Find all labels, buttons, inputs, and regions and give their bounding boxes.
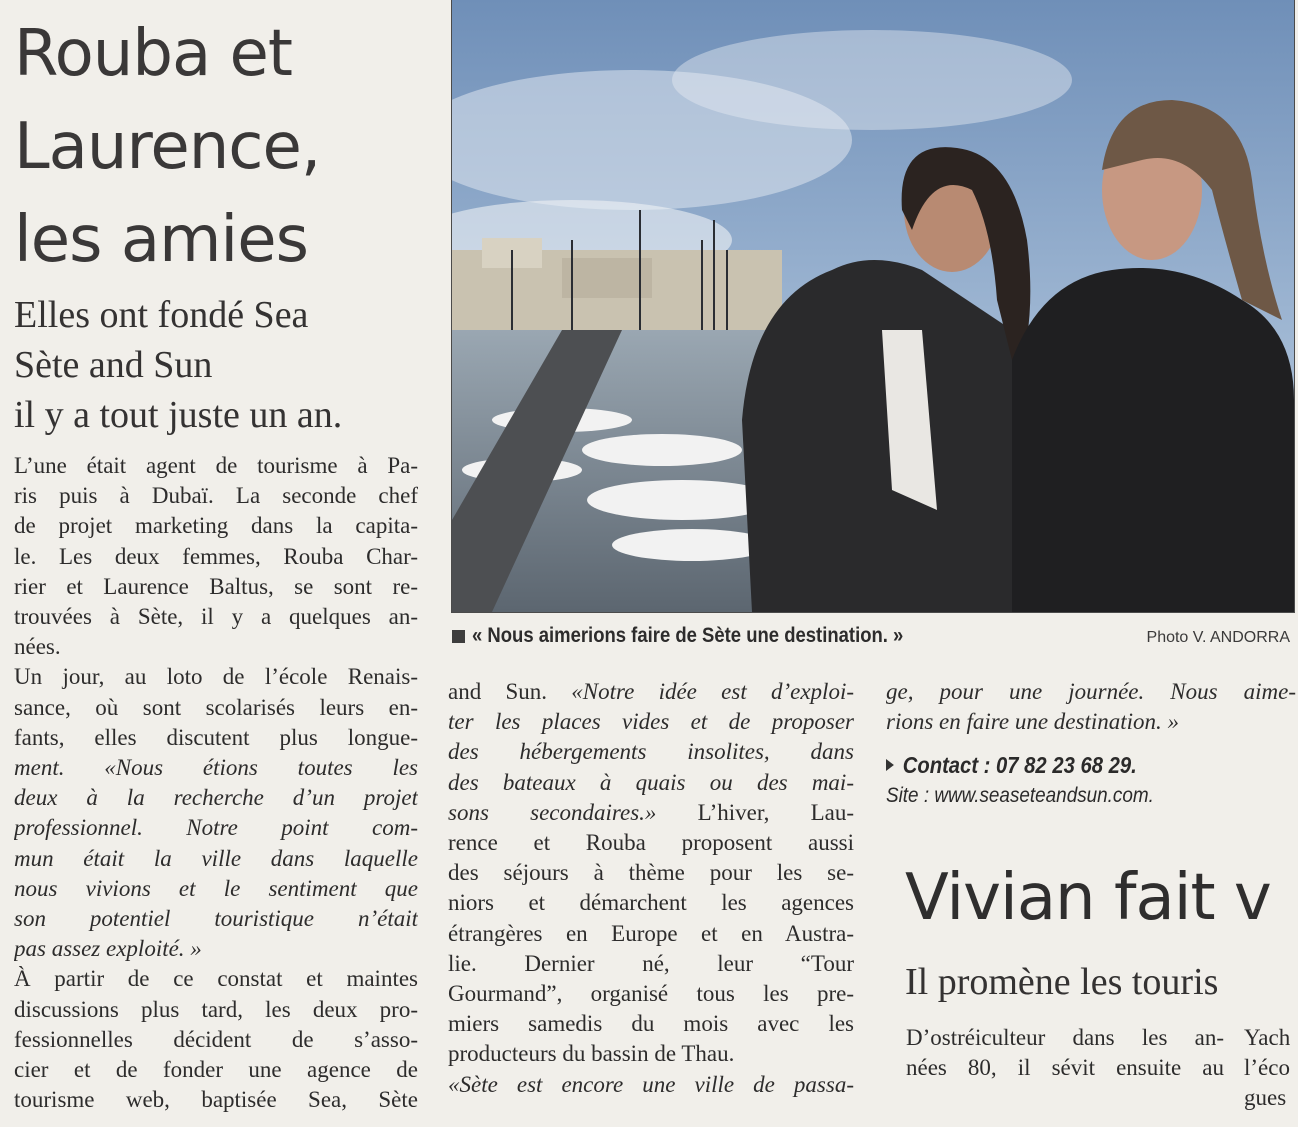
text-line: sance, où sont scolarisés leurs en- [14,694,418,720]
text-line: rier et Laurence Baltus, se sont re- [14,573,418,599]
contact-site: Site : www.seaseteandsun.com. [886,784,1154,807]
text-line: lie. Dernier né, leur “Tour [448,950,854,976]
text-line: l’éco [1244,1055,1290,1081]
article-column-3 [886,677,1296,737]
headline [14,8,434,287]
text-line: niors et démarchent les agences [448,890,854,916]
second-article-column-a [906,1023,1224,1083]
text-line: pas assez exploité. » [14,936,202,962]
text-line: des séjours à thème pour les se- [448,860,854,886]
text-line: mun était la ville dans laquelle [14,845,418,871]
text-line: fants, elles discutent plus longue- [14,724,418,750]
text-line: discussions plus tard, les deux pro- [14,996,418,1022]
text-line: étrangères en Europe et en Austra- [448,920,854,946]
contact-block [886,752,1296,808]
text-line: D’ostréiculteur dans les an- [906,1025,1224,1050]
text-line: professionnel. Notre point com- [14,815,418,841]
text-line: ment. «Nous étions toutes les [14,755,418,781]
subhead-line: Elles ont fondé Sea [14,294,309,336]
second-article-column-b [1244,1023,1298,1114]
second-article-headline: Vivian fait v [905,861,1271,935]
text-line: Yach [1244,1025,1291,1050]
headline-line: Laurence, [14,110,321,184]
text-line: tourisme web, baptisée Sea, Sète [14,1087,418,1113]
text-line: nées 80, il sévit ensuite au [906,1055,1224,1081]
headline-line: Rouba et [14,17,292,91]
text-line: À partir de ce constat et maintes [14,966,418,992]
subhead [14,290,434,440]
text-line: nées. [14,634,61,660]
text-line: «Sète est encore une ville de passa- [448,1071,854,1097]
text-line: gues [1244,1085,1287,1111]
text-line: cier et de fonder une agence de [14,1057,418,1083]
second-article-subhead: Il promène les touris [905,961,1219,1003]
text-line: des hébergements insolites, dans [448,739,854,765]
text-line: nous vivions et le sentiment que [14,875,418,901]
subhead-line: il y a tout juste un an. [14,394,343,436]
text-line: L’une était agent de tourisme à Pa- [14,453,418,478]
text-line: Un jour, au loto de l’école Renais- [14,664,418,690]
text-line: producteurs du bassin de Thau. [448,1041,735,1067]
text-line: deux à la recherche d’un projet [14,785,418,811]
text-line: ter les places vides et de proposer [448,709,854,735]
caption-text: « Nous aimerions faire de Sète une destination. » [472,624,904,647]
photo-credit: Photo V. ANDORRA [1146,629,1290,646]
text-line: miers samedis du mois avec les [448,1011,854,1037]
contact-phone: Contact : 07 82 23 68 29. [902,752,1137,778]
text-line: fessionnelles décident de s’asso- [14,1026,418,1052]
text-line: ris puis à Dubaï. La seconde chef [14,483,418,509]
photo-caption [452,624,1294,654]
text-line: ge, pour une journée. Nous aime- [886,679,1296,704]
text-line: and Sun. «Notre idée est d’exploi- [448,679,854,704]
text-line: trouvées à Sète, il y a quelques an- [14,604,418,630]
article-column-2 [448,677,854,1100]
text-line: rions en faire une destination. » [886,709,1180,735]
headline-line: les amies [14,203,308,277]
caption-bullet [452,630,465,643]
harbor-photo [452,0,1294,612]
text-line: sons secondaires.» L’hiver, Lau- [448,799,854,825]
photo [452,0,1294,612]
text-line: son potentiel touristique n’était [14,906,418,932]
text-line: Gourmand”, organisé tous les pre- [448,981,854,1007]
article-column-1 [14,451,418,1115]
subhead-line: Sète and Sun [14,344,213,386]
text-line: des bateaux à quais ou des mai- [448,769,854,795]
text-line: de projet marketing dans la capita- [14,513,418,539]
text-line: le. Les deux femmes, Rouba Char- [14,543,418,569]
arrow-icon [886,759,894,771]
text-line: rence et Rouba proposent aussi [448,830,854,856]
